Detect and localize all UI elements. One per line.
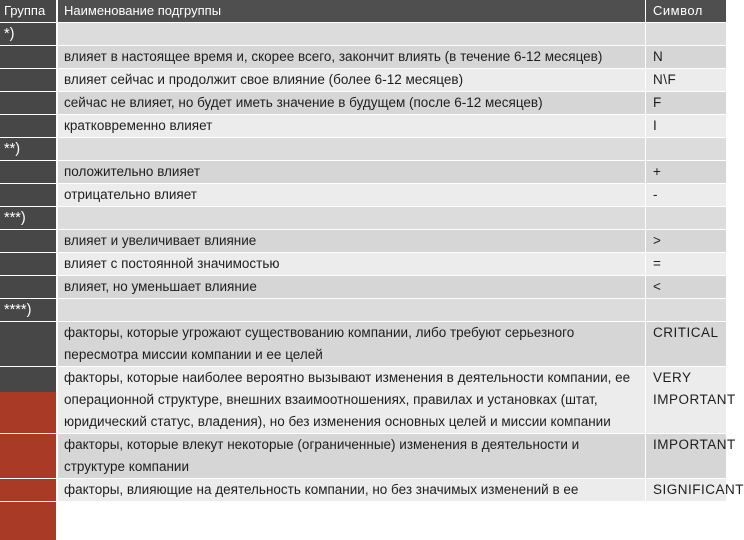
subgroup-symbol: N (646, 46, 727, 69)
group-label: *) (0, 23, 58, 46)
table-row (0, 161, 726, 184)
subgroup-name: положительно влияет (58, 161, 646, 184)
subgroup-symbol: < (646, 276, 727, 299)
subgroup-symbol: IMPORTANT (646, 434, 727, 479)
subgroup-symbol: = (646, 253, 727, 276)
subgroup-name: влияет сейчас и продолжит свое влияние (более 6-12 месяцев) (58, 69, 646, 92)
group-row (0, 299, 726, 322)
table-row (0, 367, 726, 434)
subgroup-name: факторы, влияющие на деятельность компании, но без значимых изменений в ее (58, 479, 646, 502)
subgroup-name: влияет, но уменьшает влияние (58, 276, 646, 299)
subgroup-name: отрицательно влияет (58, 184, 646, 207)
header-group: Группа (0, 0, 58, 23)
header-symbol: Символ (646, 0, 727, 23)
subgroup-name: сейчас не влияет, но будет иметь значение в будущем (после 6-12 месяцев) (58, 92, 646, 115)
subgroup-symbol: + (646, 161, 727, 184)
group-row (0, 23, 726, 46)
table-row (0, 322, 726, 367)
subgroup-symbol: I (646, 115, 727, 138)
group-row (0, 207, 726, 230)
table-row (0, 479, 726, 502)
subgroup-name: факторы, которые влекут некоторые (ограниченные) изменения в деятельности и структуре компании (58, 434, 646, 479)
subgroup-symbol: VERY IMPORTANT (646, 367, 727, 434)
subgroup-name: факторы, которые наиболее вероятно вызывают изменения в деятельности компании, ее операционной структуре, внешних взаимоотношениях, правилах и установках (штат, юридический статус, владения), но без изменения основных целей и миссии компании (58, 367, 646, 434)
subgroup-name: влияет с постоянной значимостью (58, 253, 646, 276)
subgroup-symbol: SIGNIFICANT (646, 479, 727, 502)
subgroup-name: кратковременно влияет (58, 115, 646, 138)
subgroup-symbol: > (646, 230, 727, 253)
table-row (0, 230, 726, 253)
group-row (0, 138, 726, 161)
header-name: Наименование подгруппы (58, 0, 646, 23)
subgroup-name: факторы, которые угрожают существованию компании, либо требуют серьезного пересмотра миссии компании и ее целей (58, 322, 646, 367)
table-row (0, 69, 726, 92)
table-header-row (0, 0, 726, 23)
table-row (0, 46, 726, 69)
group-label: ****) (0, 299, 58, 322)
subgroup-symbol: N\F (646, 69, 727, 92)
table-row (0, 92, 726, 115)
subgroup-symbol: - (646, 184, 727, 207)
table-row (0, 253, 726, 276)
group-label: ***) (0, 207, 58, 230)
table-row (0, 184, 726, 207)
subgroup-symbol: F (646, 92, 727, 115)
subgroup-symbol: CRITICAL (646, 322, 727, 367)
table-row (0, 434, 726, 479)
subgroup-name: влияет и увеличивает влияние (58, 230, 646, 253)
subgroup-name: влияет в настоящее время и, скорее всего, закончит влиять (в течение 6-12 месяцев) (58, 46, 646, 69)
table-row (0, 115, 726, 138)
group-label: **) (0, 138, 58, 161)
table-row (0, 276, 726, 299)
